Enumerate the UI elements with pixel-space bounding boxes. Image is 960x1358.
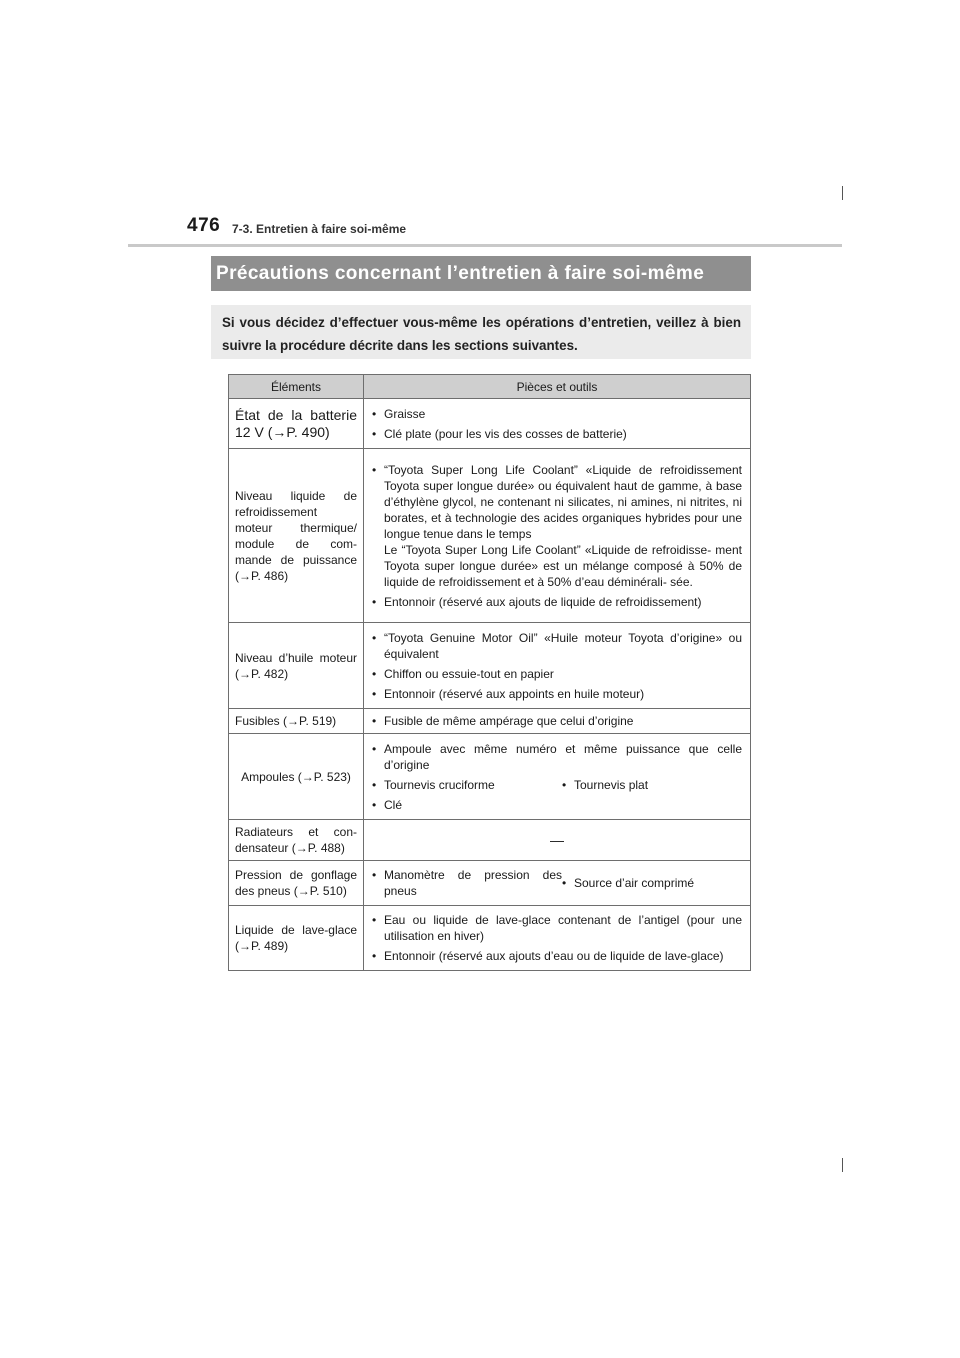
table-row: [229, 906, 751, 971]
table-row: [229, 399, 751, 449]
tools-cell: [364, 820, 751, 861]
header-rule: [128, 244, 842, 247]
list-item: • Eau ou liquide de lave-glace contenant de l’antigel (pour une utilisation en hiver): [372, 913, 742, 943]
list-item: • Entonnoir (réservé aux ajouts d’eau ou de liquide de lave-glace): [372, 949, 724, 963]
list-item-pair: [372, 867, 742, 899]
element-label: Fusibles (→P. 519): [235, 714, 337, 728]
element-cell: [229, 734, 364, 820]
parts-table: [228, 374, 751, 971]
element-cell: [229, 623, 364, 709]
list-item: • “Toyota Genuine Motor Oil” «Huile moteur Toyota d’origine» ou équivalent: [372, 630, 742, 661]
intro-box: Si vous décidez d’effectuer vous-même les opérations d’entretien, veillez à bien suivre la procédure décrite dans les sections suivantes.: [211, 305, 751, 359]
table-row: [229, 623, 751, 709]
element-cell: [229, 449, 364, 623]
element-label: Ampoules (→P. 523): [241, 769, 351, 784]
list-item: • Ampoule avec même numéro et même puissance que celle d’origine: [372, 741, 742, 772]
tools-cell: [364, 399, 751, 449]
element-label: État de la batterie 12 V (→P. 490): [235, 406, 357, 440]
list-item: • Chiffon ou essuie-tout en papier: [372, 666, 554, 681]
element-label: Liquide de lave-glace (→P. 489): [235, 923, 357, 953]
element-label: Radiateurs et con- densateur (→P. 488): [235, 825, 357, 855]
coolant-note: Le “Toyota Super Long Life Coolant” «Liquide de refroidisse- ment Toyota super longue durée» est un mélange composé à 50% de liquide de refroidissement et à 50% d’eau déminérali- sée.: [384, 542, 742, 589]
element-cell: [229, 906, 364, 971]
list-item-pair: [372, 777, 742, 793]
list-item: • Entonnoir (réservé aux ajouts de liquide de refroidissement): [372, 594, 702, 609]
tools-cell: [364, 709, 751, 734]
list-item: • Source d’air comprimé: [562, 876, 695, 890]
element-cell: [229, 861, 364, 906]
table-row: [229, 820, 751, 861]
table-row: [229, 734, 751, 820]
list-item: • Entonnoir (réservé aux appoints en huile moteur): [372, 686, 645, 701]
element-cell: [229, 399, 364, 449]
table-row: [229, 861, 751, 906]
tools-cell: [364, 449, 751, 623]
element-label: Niveau liquide de refroidissement moteur thermique/ module de com- mande de puissance (→P. 486): [235, 488, 357, 583]
tools-cell: [364, 861, 751, 906]
element-cell: [229, 820, 364, 861]
empty-dash: —: [550, 832, 564, 848]
list-item: • Fusible de même ampérage que celui d’origine: [372, 714, 634, 728]
table-row: [229, 449, 751, 623]
list-item: • “Toyota Super Long Life Coolant” «Liquide de refroidissement Toyota super longue durée» ou équivalent haut de gamme, à base d’éthylène glycol, ne contenant ni silicates, ni amines, ni nitrites, ni borates, et à technologie des acides organiques hybrides pour une longue tenue dans le temps Le “Toyota Super Long Life Coolant” «Liquide de refroidisse- ment Toyota super longue durée» est un mélange composé à 50% de liquide de refroidissement et à 50% d’eau déminérali- sée.: [372, 462, 742, 589]
crop-mark-bottom: [842, 1158, 843, 1172]
list-item: • Clé: [372, 797, 403, 812]
list-item: • Manomètre de pression des pneus: [372, 868, 562, 898]
header-elements: Éléments: [229, 375, 364, 399]
element-label: Niveau d’huile moteur (→P. 482): [235, 650, 357, 681]
heading-banner: [211, 256, 751, 291]
tools-cell: [364, 906, 751, 971]
header-tools: Pièces et outils: [364, 375, 751, 399]
table-row: [229, 709, 751, 734]
list-item: • Tournevis plat: [562, 777, 649, 792]
list-item: • Tournevis cruciforme: [372, 777, 495, 792]
list-item: • Graisse: [372, 406, 426, 421]
crop-mark-top: [842, 186, 843, 200]
element-label: Pression de gonflage des pneus (→P. 510): [235, 868, 357, 898]
table-header-row: [229, 375, 751, 399]
tools-cell: [364, 734, 751, 820]
heading-title: Précautions concernant l’entretien à faire soi-même: [216, 262, 705, 284]
tools-cell: [364, 623, 751, 709]
page-number: 476: [187, 215, 221, 236]
element-cell: [229, 709, 364, 734]
section-title: 7-3. Entretien à faire soi-même: [232, 222, 407, 236]
list-item: • Clé plate (pour les vis des cosses de batterie): [372, 426, 627, 441]
